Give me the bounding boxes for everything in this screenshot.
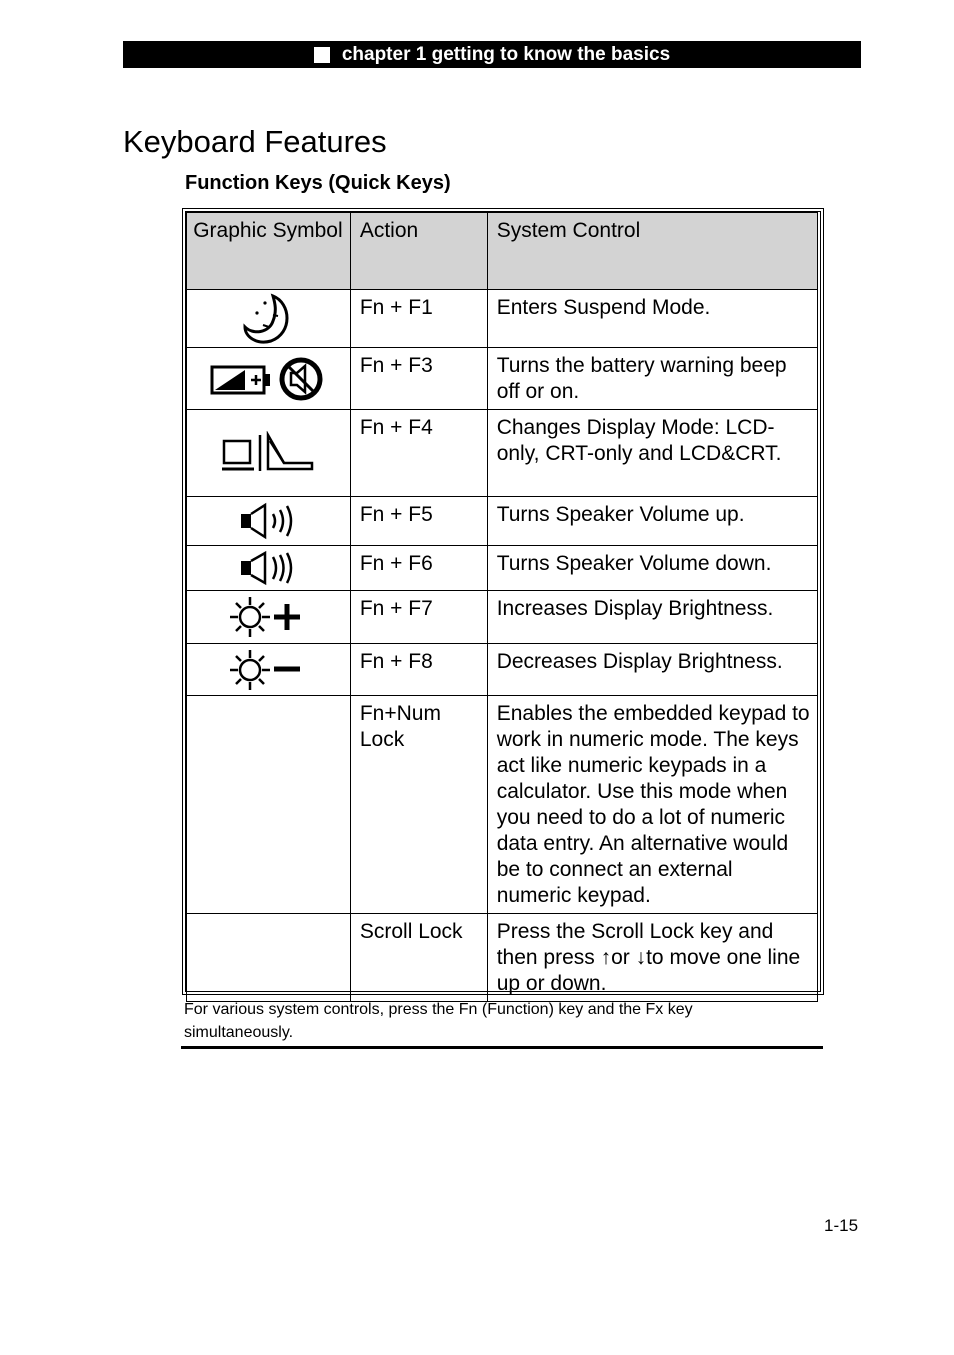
symbol-cell: [187, 644, 351, 696]
table-row: [187, 546, 818, 591]
battery-mute-icon: [209, 357, 327, 401]
control-cell: Changes Display Mode: LCD-only, CRT-only and LCD&CRT.: [487, 410, 817, 497]
symbol-cell: [187, 914, 351, 1002]
action-cell: Fn + F5: [350, 497, 487, 546]
column-header-control: System Control: [487, 213, 817, 290]
action-cell: Fn+Num Lock: [350, 696, 487, 914]
table-row: [187, 348, 818, 410]
table-row: [187, 644, 818, 696]
table-header-row: [187, 213, 818, 290]
table-row: [187, 696, 818, 914]
action-cell: Fn + F8: [350, 644, 487, 696]
table-row: [187, 410, 818, 497]
control-cell: Turns the battery warning beep off or on.: [487, 348, 817, 410]
control-cell: Decreases Display Brightness.: [487, 644, 817, 696]
section-subtitle: Function Keys (Quick Keys): [185, 172, 451, 194]
symbol-cell: [187, 348, 351, 410]
display-toggle-icon: [220, 431, 316, 475]
table-row: [187, 497, 818, 546]
symbol-cell: [187, 497, 351, 546]
column-header-symbol: Graphic Symbol: [187, 213, 351, 290]
symbol-cell: [187, 410, 351, 497]
speaker-down-icon: [237, 550, 299, 586]
brightness-down-icon: [230, 647, 306, 693]
control-cell: Press the Scroll Lock key and then press ↑or ↓to move one line up or down.: [487, 914, 817, 1002]
table-row: [187, 591, 818, 644]
table-row: [187, 914, 818, 1002]
action-cell: Fn + F7: [350, 591, 487, 644]
action-cell: Fn + F6: [350, 546, 487, 591]
action-cell: Fn + F4: [350, 410, 487, 497]
function-keys-table: [186, 212, 818, 1002]
chapter-label: chapter 1 getting to know the basics: [341, 43, 671, 65]
control-cell: Enables the embedded keypad to work in numeric mode. The keys act like numeric keypads in a calculator. Use this mode when you need to do a lot of numeric data entry. An alternative would be to connect an external numeric keypad.: [487, 696, 817, 914]
page-number: 1-15: [824, 1216, 859, 1235]
control-cell: Turns Speaker Volume up.: [487, 497, 817, 546]
symbol-cell: [187, 696, 351, 914]
symbol-cell: [187, 290, 351, 348]
action-cell: Fn + F1: [350, 290, 487, 348]
page-title: Keyboard Features: [123, 124, 387, 159]
action-cell: Fn + F3: [350, 348, 487, 410]
column-header-action: Action: [350, 213, 487, 290]
moon-icon: [243, 293, 293, 345]
action-cell: Scroll Lock: [350, 914, 487, 1002]
symbol-cell: [187, 591, 351, 644]
symbol-cell: [187, 546, 351, 591]
speaker-up-icon: [237, 501, 299, 541]
footnote-divider: [181, 1046, 823, 1049]
control-cell: Turns Speaker Volume down.: [487, 546, 817, 591]
brightness-up-icon: [230, 594, 306, 640]
control-cell: Increases Display Brightness.: [487, 591, 817, 644]
control-cell: Enters Suspend Mode.: [487, 290, 817, 348]
square-bullet-icon: [314, 47, 330, 63]
footnote: For various system controls, press the Fn (Function) key and the Fx key simultaneously.: [184, 1001, 693, 1041]
table-row: [187, 290, 818, 348]
chapter-header-bar: [123, 41, 861, 68]
